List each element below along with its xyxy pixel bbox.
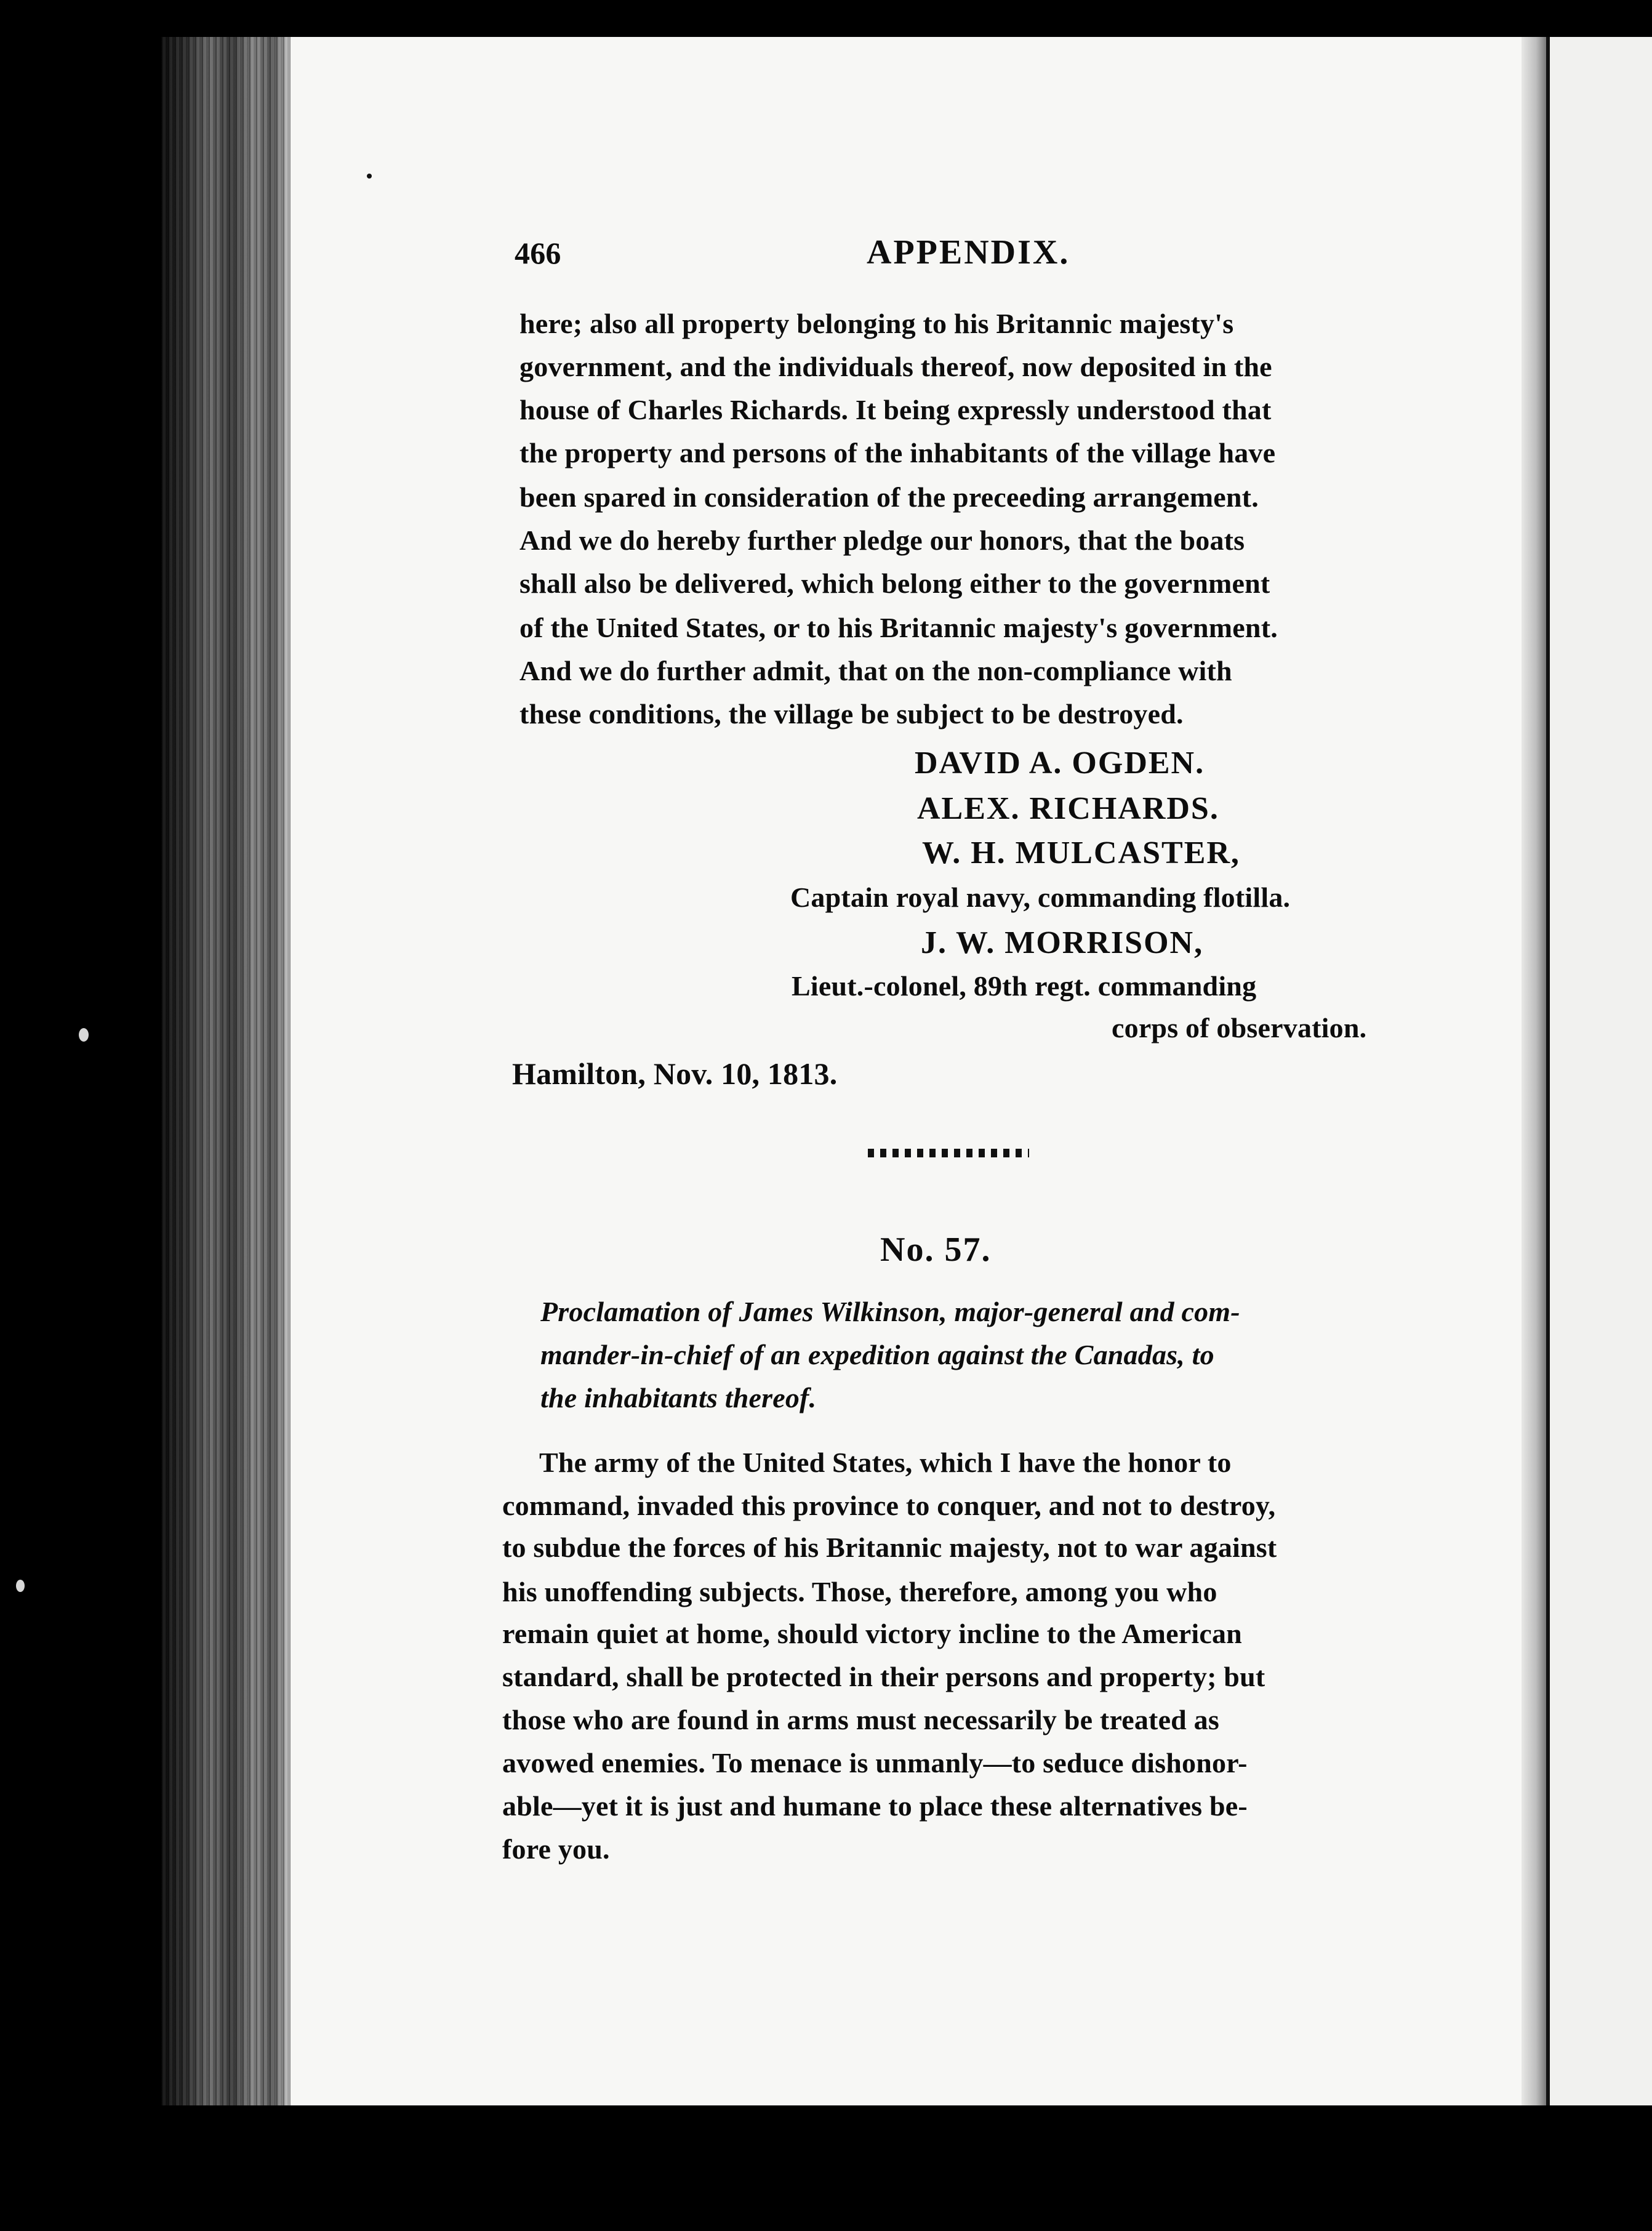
text-line: shall also be delivered, which belong either to the government — [519, 568, 1270, 599]
text-line: The army of the United States, which I have the honor to — [539, 1447, 1232, 1478]
section-divider — [868, 1149, 1029, 1157]
scan-speck — [16, 1580, 25, 1592]
book-spine-texture — [161, 37, 291, 2105]
proclamation-heading-line: the inhabitants thereof. — [540, 1382, 817, 1413]
document-number: No. 57. — [880, 1231, 992, 1269]
text-line: remain quiet at home, should victory incline to the American — [502, 1618, 1242, 1649]
scan-top-border — [0, 0, 1652, 37]
text-line: been spared in consideration of the preceeding arrangement. — [519, 481, 1259, 513]
text-line: these conditions, the village be subject to be destroyed. — [519, 698, 1184, 730]
signatory-title: corps of observation. — [1112, 1012, 1367, 1043]
text-line: those who are found in arms must necessarily be treated as — [502, 1704, 1219, 1735]
text-line: standard, shall be protected in their persons and property; but — [502, 1661, 1265, 1692]
text-line: And we do further admit, that on the non-compliance with — [519, 655, 1232, 686]
text-line: fore you. — [502, 1833, 610, 1865]
signatory-title: Lieut.-colonel, 89th regt. commanding — [792, 970, 1257, 1002]
running-title: APPENDIX. — [867, 233, 1070, 271]
text-line: house of Charles Richards. It being expressly understood that — [519, 394, 1272, 425]
text-line: government, and the individuals thereof, now deposited in the — [519, 351, 1272, 382]
text-line: able—yet it is just and humane to place these alternatives be- — [502, 1790, 1248, 1822]
facing-page-edge — [1546, 37, 1652, 2105]
signatory-name: W. H. MULCASTER, — [922, 835, 1240, 870]
signatory-name: DAVID A. OGDEN. — [915, 746, 1205, 781]
page-number: 466 — [515, 236, 561, 270]
text-line: his unoffending subjects. Those, therefore, among you who — [502, 1576, 1217, 1607]
scan-speck — [79, 1028, 89, 1042]
text-line: the property and persons of the inhabitants of the village have — [519, 437, 1276, 468]
ink-speck — [367, 174, 372, 179]
text-line: avowed enemies. To menace is unmanly—to seduce dishonor- — [502, 1747, 1248, 1779]
scan-bottom-border — [0, 2105, 1652, 2231]
signatory-name: J. W. MORRISON, — [921, 925, 1204, 960]
proclamation-heading-line: mander-in-chief of an expedition against the Canadas, to — [540, 1339, 1214, 1370]
text-line: here; also all property belonging to his Britannic majesty's — [519, 308, 1234, 339]
text-line: of the United States, or to his Britannic majesty's government. — [519, 612, 1278, 643]
signatory-name: ALEX. RICHARDS. — [917, 791, 1219, 826]
proclamation-heading-line: Proclamation of James Wilkinson, major-general and com- — [540, 1296, 1240, 1327]
text-line: command, invaded this province to conquer, and not to destroy, — [502, 1490, 1276, 1521]
dateline: Hamilton, Nov. 10, 1813. — [512, 1056, 838, 1091]
page-gutter-shadow — [1522, 37, 1546, 2105]
text-line: to subdue the forces of his Britannic majesty, not to war against — [502, 1532, 1277, 1563]
text-line: And we do hereby further pledge our honors, that the boats — [519, 525, 1245, 556]
signatory-title: Captain royal navy, commanding flotilla. — [790, 882, 1291, 913]
